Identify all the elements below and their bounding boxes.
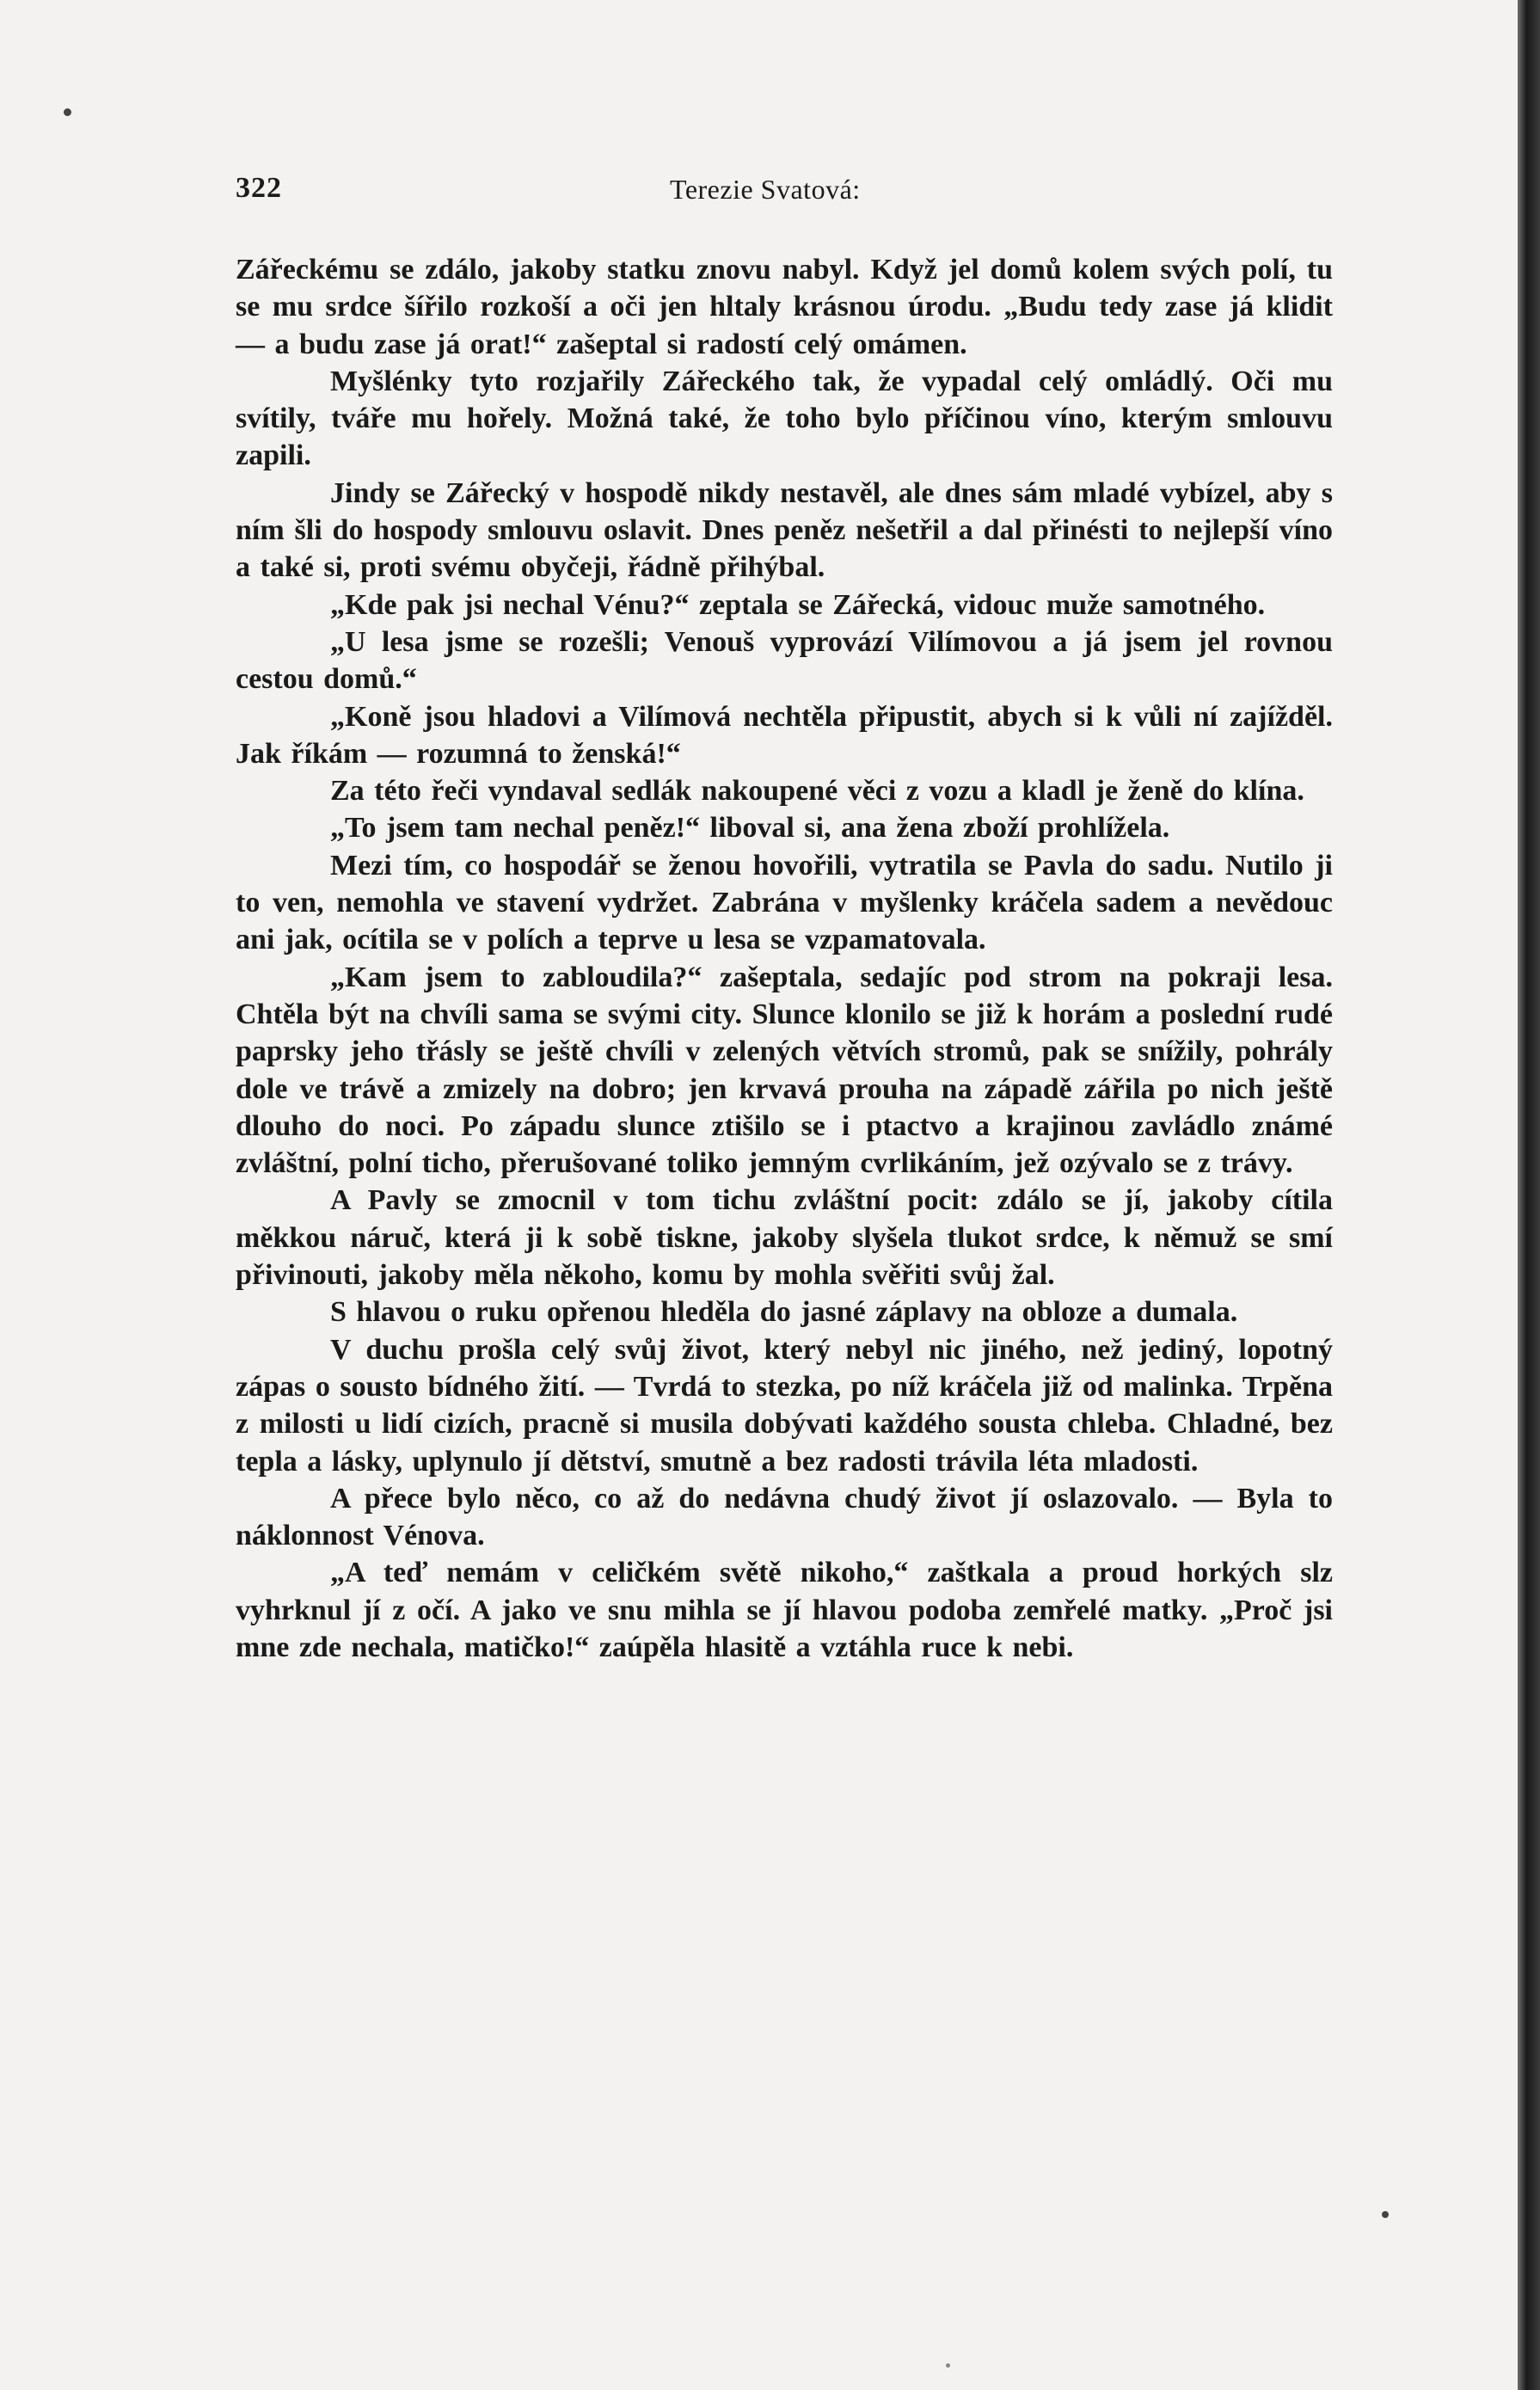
- running-head: Terezie Svatová:: [670, 174, 861, 205]
- paragraph: „To jsem tam nechal peněz!“ liboval si, ana žena zboží prohlížela.: [330, 812, 1170, 845]
- scan-speck-mark: [64, 108, 71, 116]
- paragraph: Myšlénky tyto rozjařily Zářeckého tak, že vypadal celý omládlý. Oči mu svítily, tváře mu hořely. Možná také, že toho bylo příčinou víno, kterým smlouvu zapili.: [236, 365, 1333, 472]
- paragraph: „Koně jsou hladovi a Vilímová nechtěla připustit, abych si k vůli ní zajížděl. Jak říkám — rozumná to ženská!“: [236, 700, 1333, 770]
- paragraph: Za této řeči vyndaval sedlák nakoupené věci z vozu a kladl je ženě do klína.: [330, 775, 1304, 808]
- paragraph: „Kde pak jsi nechal Vénu?“ zeptala se Zářecká, vidouc muže samotného.: [330, 588, 1266, 621]
- paragraph: Mezi tím, co hospodář se ženou hovořili, vytratila se Pavla do sadu. Nutilo ji to ven, nemohla ve stavení vydržet. Zabrána v myšlenky kráčela sadem a nevědouc ani jak, ocítila se v polích a teprve u lesa se vzpamatovala.: [236, 849, 1333, 956]
- paragraph: Jindy se Zářecký v hospodě nikdy nestavěl, ale dnes sám mladé vybízel, aby s ním šli do hospody smlouvu oslavit. Dnes peněz nešetřil a dal přinésti to nejlepší víno a také si, proti svému obyčeji, řádně přihýbal.: [236, 476, 1333, 584]
- scan-speck-mark: [946, 2363, 950, 2368]
- paragraph: S hlavou o ruku opřenou hleděla do jasné záplavy na obloze a dumala.: [330, 1296, 1238, 1329]
- book-binding-edge: [1518, 0, 1540, 2390]
- paragraph: A Pavly se zmocnil v tom tichu zvláštní pocit: zdálo se jí, jakoby cítila měkkou náruč, která ji k sobě tiskne, jakoby slyšela tlukot srdce, k němuž se smí přivinouti, jakoby měla někoho, komu by mohla svěřiti svůj žal.: [236, 1184, 1333, 1292]
- paragraph: A přece bylo něco, co až do nedávna chudý život jí oslazovalo. — Byla to náklonnost Vénova.: [236, 1482, 1333, 1552]
- page-number: 322: [236, 172, 282, 204]
- paragraph: „U lesa jsme se rozešli; Venouš vyprovází Vilímovou a já jsem jel rovnou cestou domů.“: [236, 625, 1333, 696]
- page-header: [236, 172, 1333, 215]
- paragraph: Zářeckému se zdálo, jakoby statku znovu nabyl. Když jel domů kolem svých polí, tu se mu srdce šířilo rozkoší a oči jen hltaly krásnou úrodu. „Budu tedy zase já klidit — a budu zase já orat!“ zašeptal si radostí celý omámen.: [236, 254, 1333, 360]
- scan-speck-mark: [1382, 2211, 1389, 2218]
- paragraph: „Kam jsem to zabloudila?“ zašeptala, sedajíc pod strom na pokraji lesa. Chtěla být na chvíli sama se svými city. Slunce klonilo se již k horám a poslední rudé paprsky jeho třásly se ještě chvíli v zelených větvích stromů, pak se snížily, pohrály dole ve trávě a zmizely na dobro; jen krvavá prouha na západě zářila po nich ještě dlouho do noci. Po západu slunce ztišilo se i ptactvo a krajinou zavládlo známé zvláštní, polní ticho, přerušované toliko jemným cvrlikáním, jež ozývalo se z trávy.: [236, 961, 1333, 1180]
- body-text: [236, 251, 1333, 1666]
- paragraph: V duchu prošla celý svůj život, který nebyl nic jiného, než jediný, lopotný zápas o sousto bídného žití. — Tvrdá to stezka, po níž kráčela již od malinka. Trpěna z milosti u lidí cizích, pracně si musila dobývati každého sousta chleba. Chladné, bez tepla a lásky, uplynulo jí dětství, smutně a bez radosti trávila léta mladosti.: [236, 1333, 1333, 1478]
- paragraph: „A teď nemám v celičkém světě nikoho,“ zaštkala a proud horkých slz vyhrknul jí z očí. A jako ve snu mihla se jí hlavou podoba zemřelé matky. „Proč jsi mne zde nechala, matičko!“ zaúpěla hlasitě a vztáhla ruce k nebi.: [236, 1557, 1333, 1663]
